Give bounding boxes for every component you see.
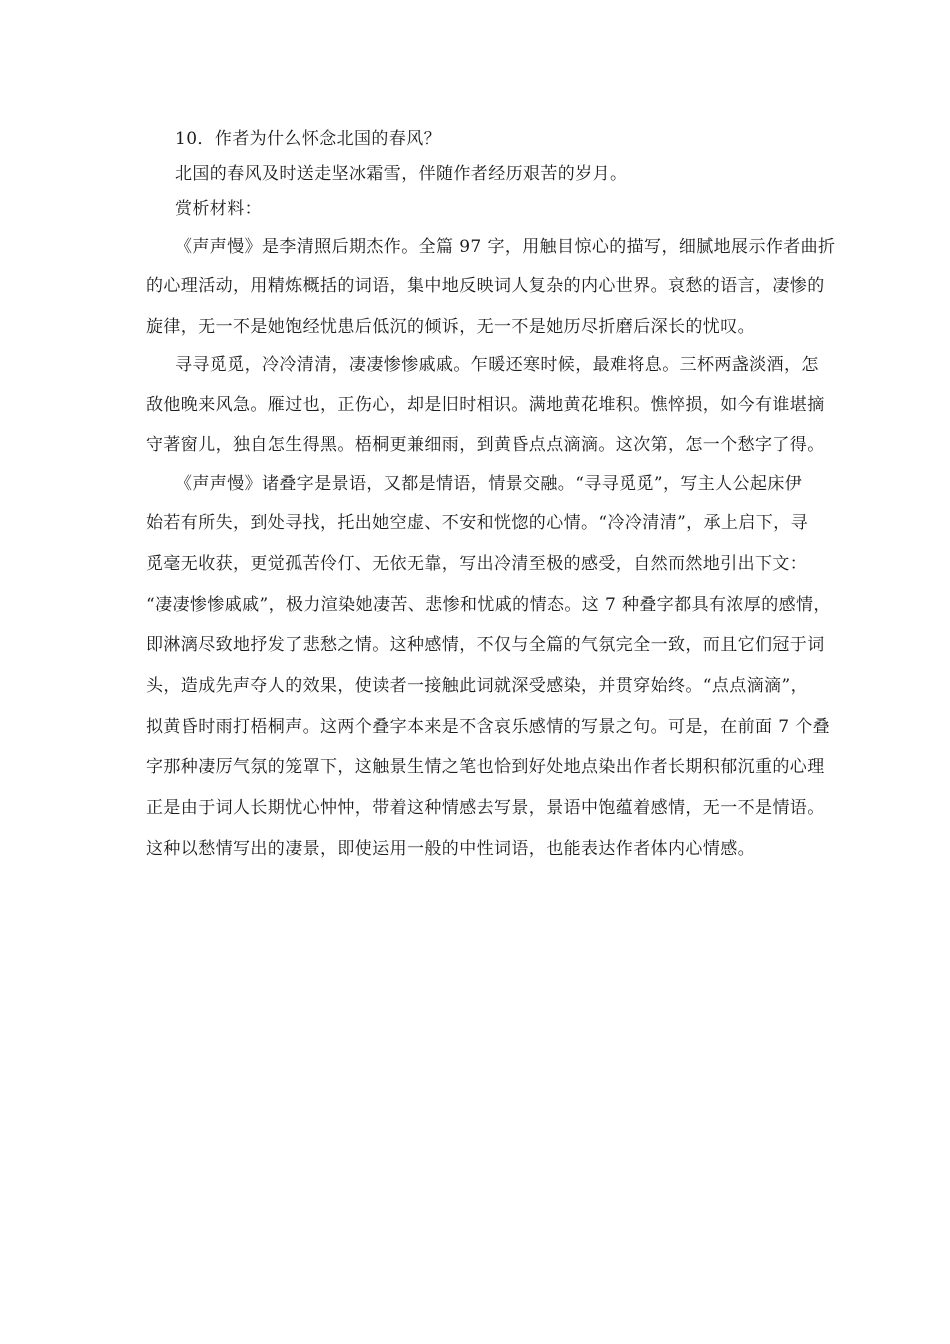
paragraph-line: 即淋漓尽致地抒发了悲愁之情。这种感情，不仅与全篇的气氛完全一致，而且它们冠于词 (146, 635, 825, 655)
paragraph-line: “凄凄惨惨戚戚”，极力渲染她凄苦、悲惨和忧戚的情态。这 7 种叠字都具有浓厚的感情， (146, 595, 831, 615)
material-heading: 赏析材料： (175, 199, 262, 219)
question-line: 10．作者为什么怀念北国的春风？ (175, 129, 442, 149)
paragraph-line: 旋律，无一不是她饱经忧患后低沉的倾诉，无一不是她历尽折磨后深长的忧叹。 (146, 317, 755, 337)
paragraph-line: 始若有所失，到处寻找，托出她空虚、不安和恍惚的心情。“冷冷清清”，承上启下，寻 (146, 513, 808, 533)
poem-line: 守著窗儿，独自怎生得黑。梧桐更兼细雨，到黄昏点点滴滴。这次第，怎一个愁字了得。 (146, 435, 825, 455)
paragraph-line: 觅毫无收获，更觉孤苦伶仃、无依无靠，写出冷清至极的感受，自然而然地引出下文： (146, 554, 808, 574)
poem-line: 寻寻觅觅，冷冷清清，凄凄惨惨戚戚。乍暖还寒时候，最难将息。三杯两盏淡酒，怎 (175, 355, 819, 375)
paragraph-line: 这种以愁情写出的凄景，即使运用一般的中性词语，也能表达作者体内心情感。 (146, 839, 755, 859)
paragraph-line: 《声声慢》是李清照后期杰作。全篇 97 字，用触目惊心的描写，细腻地展示作者曲折 (175, 237, 836, 257)
paragraph-line: 正是由于词人长期忧心忡忡，带着这种情感去写景，景语中饱蕴着感情，无一不是情语。 (146, 798, 825, 818)
paragraph-line: 拟黄昏时雨打梧桐声。这两个叠字本来是不含哀乐感情的写景之句。可是，在前面 7 个叠 (146, 717, 831, 737)
poem-line: 敌他晚来风急。雁过也，正伤心，却是旧时相识。满地黄花堆积。憔悴损，如今有谁堪摘 (146, 395, 825, 415)
paragraph-line: 字那种凄厉气氛的笼罩下，这触景生情之笔也恰到好处地点染出作者长期积郁沉重的心理 (146, 757, 825, 777)
paragraph-line: 头，造成先声夺人的效果，使读者一接触此词就深受感染，并贯穿始终。“点点滴滴”， (146, 676, 808, 696)
paragraph-line: 《声声慢》诸叠字是景语，又都是情语，情景交融。“寻寻觅觅”，写主人公起床伊 (175, 474, 803, 494)
answer-line: 北国的春风及时送走坚冰霜雪，伴随作者经历艰苦的岁月。 (175, 164, 628, 184)
paragraph-line: 的心理活动，用精炼概括的词语，集中地反映词人复杂的内心世界。哀愁的语言，凄惨的 (146, 276, 825, 296)
